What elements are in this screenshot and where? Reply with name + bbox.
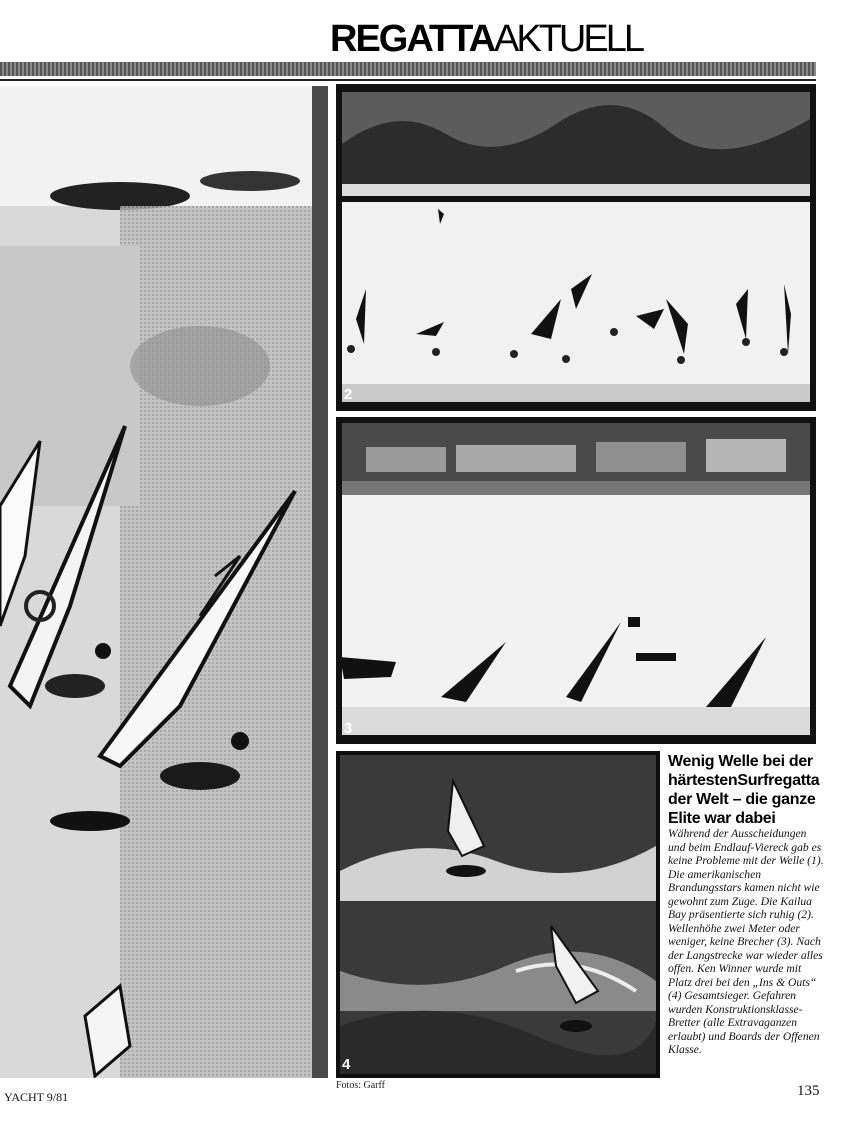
photo-kailua-bay-fleet <box>336 84 816 411</box>
page-number: 135 <box>797 1083 820 1099</box>
photo-windsurfers-close <box>0 86 328 1078</box>
photo-credit: Fotos: Garff <box>336 1080 385 1091</box>
header-rule-thin <box>0 79 816 81</box>
section-header <box>330 18 750 62</box>
photo-calm-bay-houses <box>336 417 816 744</box>
photo-number-4: 4 <box>342 1056 351 1073</box>
article-body: Während der Ausscheidungen und beim Endlauf-Viereck gab es keine Probleme mit der Welle (1). Die amerikanischen Brandungsstars kamen nicht wie gewohnt zum Zuge. Die Kailua Bay präsentierte sich ruhig (2). Wellenhöhe zwei Meter oder weniger, keine Brecher (3). Nach der Langstrecke war wieder alles offen. Ken Winner wurde mit Platz drei bei den „Ins & Outs“ (4) Gesamtsieger. Gefahren wurden Konstruktionsklasse-Bretter (alle Extravaganzen erlaubt) und Boards der Offenen Klasse. <box>668 827 824 1056</box>
magazine-issue: YACHT 9/81 <box>4 1090 69 1104</box>
photo-number-2: 2 <box>344 386 353 403</box>
header-rule <box>0 62 816 76</box>
header-title-light: AKTUELL <box>494 18 642 60</box>
header-title-bold: REGATTA <box>330 18 495 60</box>
photo-ins-and-outs-waves <box>336 751 660 1078</box>
photo-number-3: 3 <box>344 720 353 737</box>
article-headline: Wenig Welle bei der härtestenSurfregatta der Welt – die ganze Elite war dabei <box>668 753 820 827</box>
